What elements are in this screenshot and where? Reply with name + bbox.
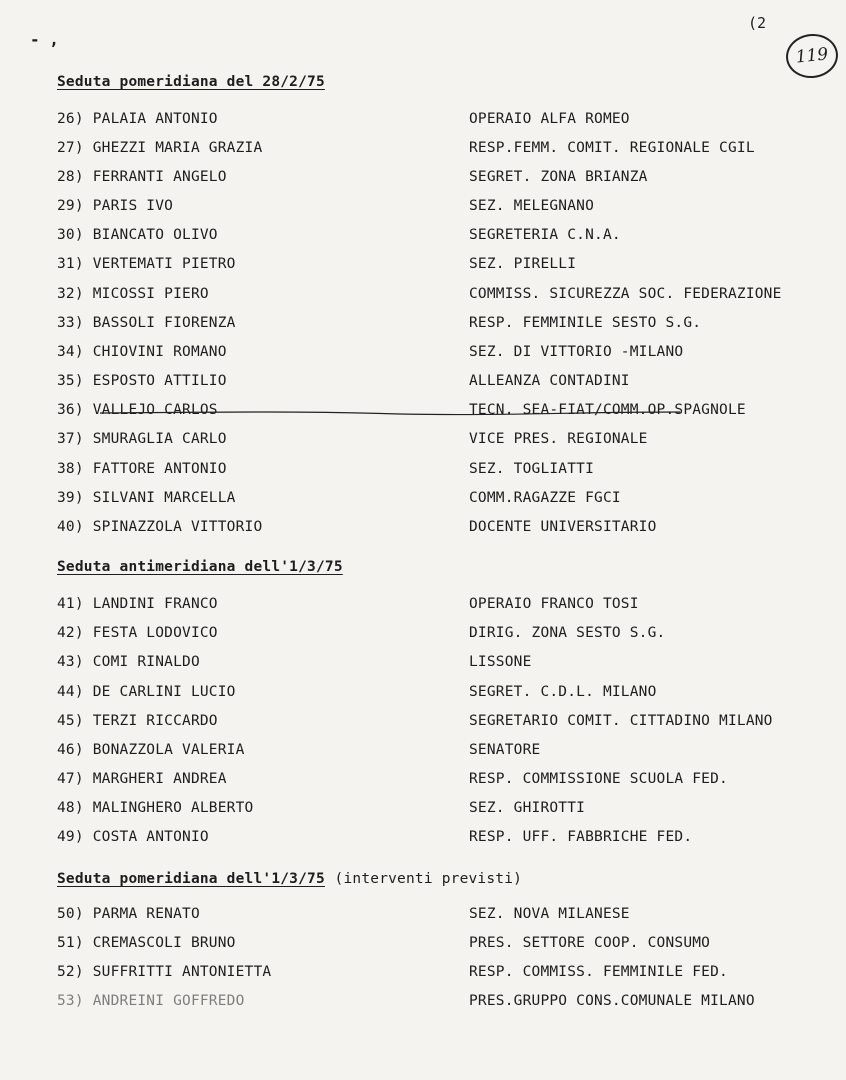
speaker-name: 49) COSTA ANTONIO: [57, 829, 209, 845]
speaker-name: 31) VERTEMATI PIETRO: [57, 256, 236, 272]
speaker-name: 43) COMI RINALDO: [57, 654, 200, 670]
speaker-name: 53) ANDREINI GOFFREDO: [57, 993, 245, 1009]
speaker-name: 44) DE CARLINI LUCIO: [57, 684, 236, 700]
speaker-name: 30) BIANCATO OLIVO: [57, 227, 218, 243]
speaker-name: 32) MICOSSI PIERO: [57, 286, 209, 302]
speaker-name: 39) SILVANI MARCELLA: [57, 490, 236, 506]
speaker-name: 41) LANDINI FRANCO: [57, 596, 218, 612]
speaker-role: SEZ. NOVA MILANESE: [469, 906, 630, 922]
speaker-name: 37) SMURAGLIA CARLO: [57, 431, 227, 447]
speaker-role: RESP. COMMISS. FEMMINILE FED.: [469, 964, 728, 980]
stamp-number: 119: [794, 44, 830, 68]
strikethrough-line: [100, 409, 680, 417]
speaker-role: COMMISS. SICUREZZA SOC. FEDERAZIONE: [469, 286, 782, 302]
speaker-name: 38) FATTORE ANTONIO: [57, 461, 227, 477]
speaker-role: SEZ. DI VITTORIO -MILANO: [469, 344, 684, 360]
speaker-name: 42) FESTA LODOVICO: [57, 625, 218, 641]
speaker-role: DIRIG. ZONA SESTO S.G.: [469, 625, 666, 641]
speaker-role: SEGRETARIO COMIT. CITTADINO MILANO: [469, 713, 773, 729]
speaker-name: 28) FERRANTI ANGELO: [57, 169, 227, 185]
speaker-role: SEZ. GHIROTTI: [469, 800, 586, 816]
speaker-name: 45) TERZI RICCARDO: [57, 713, 218, 729]
speaker-name: 40) SPINAZZOLA VITTORIO: [57, 519, 263, 535]
speaker-name: 51) CREMASCOLI BRUNO: [57, 935, 236, 951]
speaker-role: RESP. UFF. FABBRICHE FED.: [469, 829, 693, 845]
speaker-role: PRES.GRUPPO CONS.COMUNALE MILANO: [469, 993, 755, 1009]
speaker-role: VICE PRES. REGIONALE: [469, 431, 648, 447]
speaker-name: 27) GHEZZI MARIA GRAZIA: [57, 140, 263, 156]
speaker-name: 33) BASSOLI FIORENZA: [57, 315, 236, 331]
speaker-role-struck: TECN. SEA-FIAT/COMM.OP.SPAGNOLE: [469, 402, 746, 418]
speaker-role: SENATORE: [469, 742, 541, 758]
speaker-role: COMM.RAGAZZE FGCI: [469, 490, 621, 506]
speaker-role: SEZ. MELEGNANO: [469, 198, 595, 214]
speaker-name: 29) PARIS IVO: [57, 198, 174, 214]
speaker-role: RESP.FEMM. COMIT. REGIONALE CGIL: [469, 140, 755, 156]
speaker-role: SEGRET. C.D.L. MILANO: [469, 684, 657, 700]
speaker-name: 34) CHIOVINI ROMANO: [57, 344, 227, 360]
speaker-name: 50) PARMA RENATO: [57, 906, 200, 922]
speaker-name: 47) MARGHERI ANDREA: [57, 771, 227, 787]
speaker-name: 52) SUFFRITTI ANTONIETTA: [57, 964, 272, 980]
section-heading: Seduta antimeridiana dell'1/3/75: [57, 559, 343, 575]
speaker-name-struck: 36) VALLEJO CARLOS: [57, 402, 218, 418]
speaker-role: PRES. SETTORE COOP. CONSUMO: [469, 935, 711, 951]
speaker-role: SEGRET. ZONA BRIANZA: [469, 169, 648, 185]
speaker-name: 46) BONAZZOLA VALERIA: [57, 742, 245, 758]
speaker-name: 48) MALINGHERO ALBERTO: [57, 800, 254, 816]
speaker-role: DOCENTE UNIVERSITARIO: [469, 519, 657, 535]
section-heading-line: [57, 868, 522, 887]
section-heading: Seduta pomeridiana dell'1/3/75: [57, 871, 325, 887]
speaker-role: OPERAIO FRANCO TOSI: [469, 596, 639, 612]
corner-mark: - ,: [30, 30, 59, 49]
speaker-role: OPERAIO ALFA ROMEO: [469, 111, 630, 127]
speaker-role: LISSONE: [469, 654, 532, 670]
speaker-role: RESP. COMMISSIONE SCUOLA FED.: [469, 771, 728, 787]
speaker-role: RESP. FEMMINILE SESTO S.G.: [469, 315, 702, 331]
speaker-name: 26) PALAIA ANTONIO: [57, 111, 218, 127]
speaker-role: SEZ. TOGLIATTI: [469, 461, 595, 477]
speaker-name: 35) ESPOSTO ATTILIO: [57, 373, 227, 389]
speaker-role: SEGRETERIA C.N.A.: [469, 227, 621, 243]
archive-stamp: [784, 31, 840, 80]
speaker-role: SEZ. PIRELLI: [469, 256, 577, 272]
section-heading: Seduta pomeridiana del 28/2/75: [57, 74, 325, 90]
page-number: (2: [748, 14, 767, 32]
speaker-role: ALLEANZA CONTADINI: [469, 373, 630, 389]
section-heading-note: (interventi previsti): [334, 871, 523, 887]
